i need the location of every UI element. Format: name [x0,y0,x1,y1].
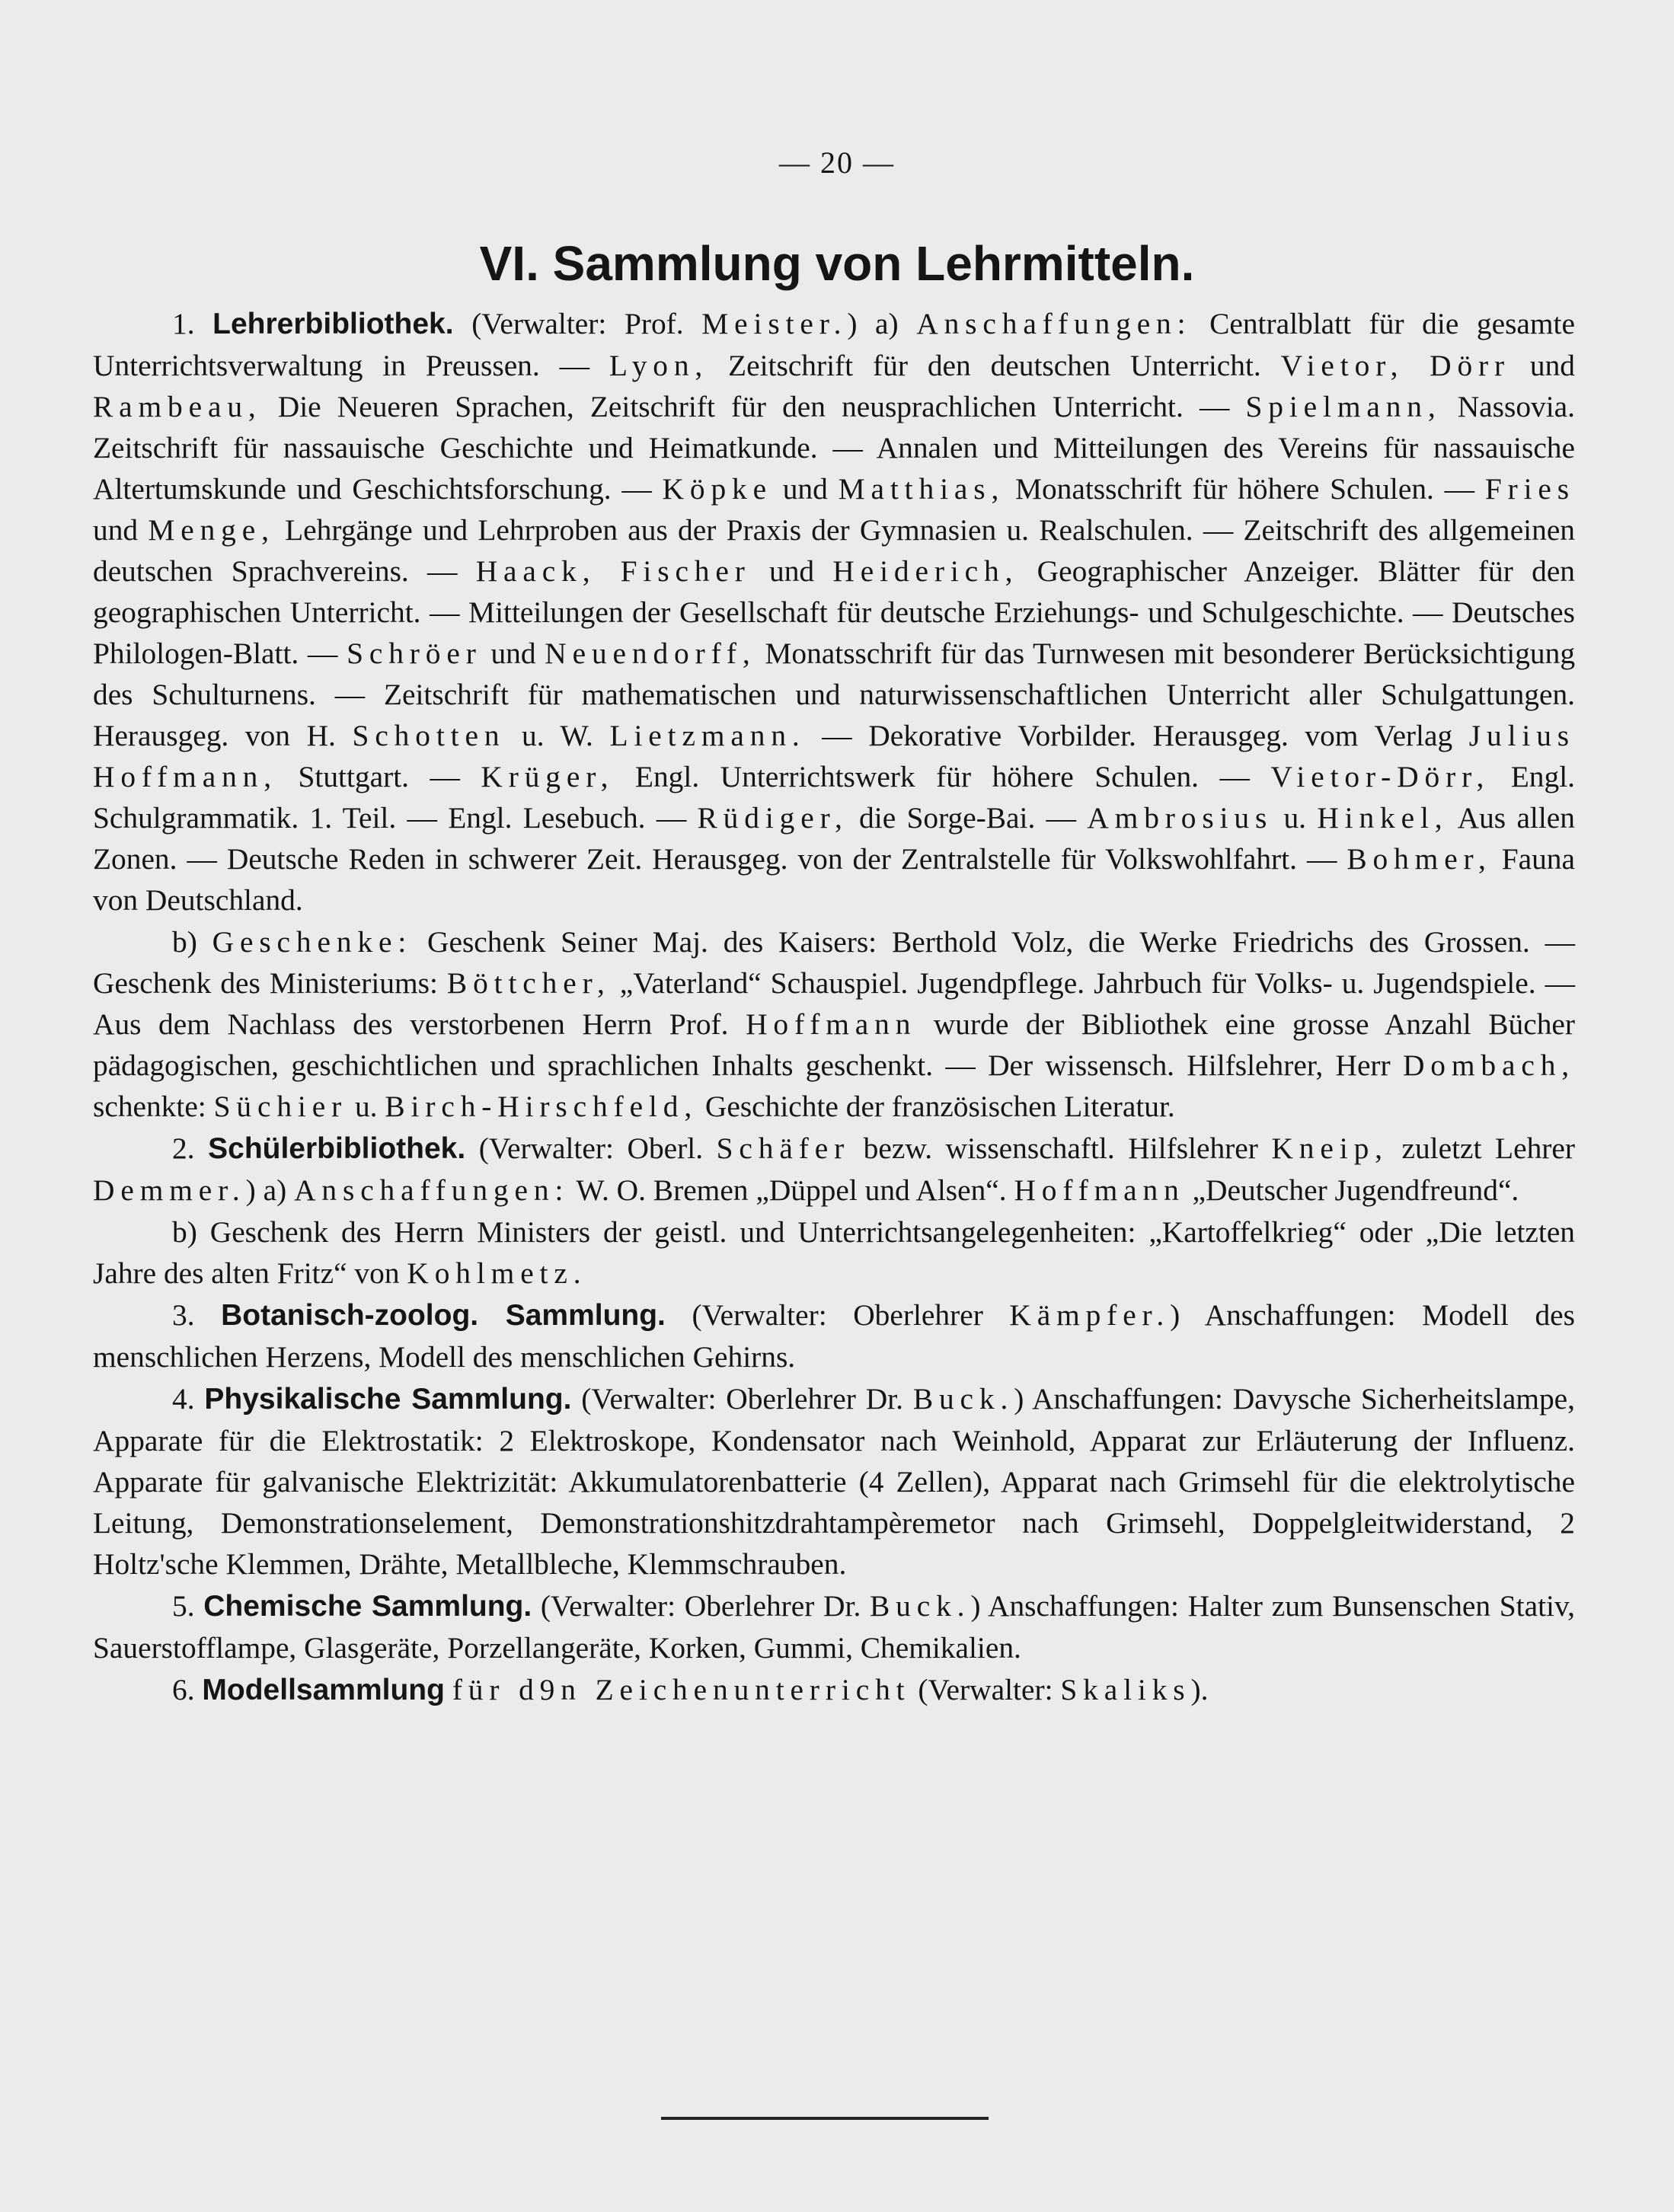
text-run: Lehrgänge und Lehrproben aus der Praxis der Gymnasien u. Realschulen. — Zeitschrift des allgemeinen deutschen Sprachvereins. — [93,513,1576,588]
text-run: Die Neueren Sprachen, Zeitschrift für den neusprachlichen Unterricht. — [261,390,1246,423]
person-name: Buck. [912,1382,1014,1416]
text-run: ) Anschaffungen: Davysche Sicherheitslampe, Apparate für die Elektrostatik: 2 Elektroskope, Kondensator nach Weinhold, Apparat zur Erläuterung der Influenz. Apparate für galvanische Elektrizität: Akkumulatorenbatterie (4 Zellen), Apparat nach Grimsehl für die elektrolytische Leitung, Demonstrationselement, Demonstrationshitzdrahtampèremetor nach Grimsehl, Doppelgleitwiderstand, 2 Holtz'sche Klemmen, Drähte, Metallbleche, Klemmschrauben. [93,1382,1575,1581]
person-name: Birch-Hirschfeld, [385,1090,698,1123]
text-run: ). [1190,1673,1209,1706]
text-run: W. O. Bremen „Düppel und Alsen“. [569,1173,1014,1207]
section-heading: VI. Sammlung von Lehrmitteln. [479,236,1195,291]
text-run: ) Anschaffungen: Halter zum Bunsenschen Stativ, Sauerstofflampe, Glasgeräte, Porzellangeräte, Korken, Gummi, Chemikalien. [93,1589,1575,1665]
text-run: (Verwalter: [910,1673,1061,1706]
person-name: Hinkel, [1317,801,1449,835]
person-name: Süchier [213,1090,348,1123]
person-name: Köpke [662,472,772,506]
text-run: „Deutscher Jugendfreund“. [1184,1173,1519,1207]
paragraph-geschenke [93,921,1575,1127]
text-run: (Verwalter: Oberlehrer Dr. [532,1589,870,1623]
person-name: Julius Hoffmann, [93,719,1576,793]
person-name: Menge, [148,513,275,547]
text-run: bezw. wissenschaftl. Hilfslehrer [850,1132,1272,1165]
person-name: Vietor, Dörr [1280,349,1511,382]
section-title-schuelerbibliothek: Schülerbibliothek. [208,1132,466,1165]
section-title-lehrerbibliothek: Lehrerbibliothek. [212,308,454,340]
person-name: Schröer [347,637,482,670]
label-geschenke: Geschenke: [212,925,413,959]
text-run: u. [1273,801,1318,835]
text-run: ) Anschaffungen: Modell des menschlichen Herzens, Modell des menschlichen Gehirns. [93,1298,1575,1374]
text-run: Geographischer Anzeiger. Blätter für den geographischen Unterricht. — Mitteilungen der Gesellschaft für deutsche Erziehungs- und Schulgeschichte. — Deutsches Philologen-Blatt. — [93,554,1575,670]
section-title-botanisch-zoolog: Botanisch-zoolog. Sammlung. [221,1299,666,1332]
text-run: (Verwalter: Oberlehrer [665,1298,1010,1332]
text-run: ) a) [847,307,917,340]
text-run: zuletzt Lehrer [1388,1132,1575,1165]
paragraph-schuelerbibliothek [93,1128,1575,1211]
person-name: Demmer. [93,1173,246,1207]
text-run: und [772,472,839,506]
person-name: Kämpfer. [1009,1298,1171,1332]
text-run: — Dekorative Vorbilder. Herausgeg. vom Verlag [805,719,1469,752]
text-run: u. [347,1090,385,1123]
person-name: Ambrosius [1087,801,1273,835]
person-name: Kohlmetz. [407,1256,587,1290]
person-name: Hoffmann [746,1007,917,1041]
person-name: Buck. [869,1589,971,1623]
text-run: Fauna von Deutschland. [93,842,1575,917]
person-name: Haack, Fischer [475,554,751,588]
person-name: Spielmann, [1245,390,1442,423]
text-run: Monatsschrift für das Turnwesen mit besonderer Berücksichtigung des Schulturnens. — Zeitschrift für mathematischen und naturwissenschaftlichen Unterricht aller Schulgattungen. Herausgeg. von H. [93,637,1576,752]
person-name: Lyon, [609,349,709,382]
text-run: „Vaterland“ Schauspiel. Jugendpflege. Jahrbuch für Volks- u. Jugendspiele. — Aus dem Nachlass des verstorbenen Herrn Prof. [93,966,1575,1041]
person-name: Schotten [352,719,506,752]
person-name: Heiderich, [832,554,1019,588]
text-run: Geschenk Seiner Maj. des Kaisers: [412,925,892,959]
person-name: Skaliks [1060,1673,1191,1706]
person-name: Vietor-Dörr, [1270,760,1490,793]
spaced-text: für d9n Zeichenunterricht [452,1673,911,1706]
text-run: b) [172,925,212,959]
text-run: Zeitschrift für den deutschen Unterricht. [708,349,1281,382]
text-run: (Verwalter: Prof. [471,307,702,340]
section-title-physikalische: Physikalische Sammlung. [204,1383,572,1416]
paragraph-modellsammlung [93,1669,1575,1711]
text-run: und [1510,349,1575,382]
label-anschaffungen: Anschaffungen: [916,307,1192,340]
person-name: Krüger, [481,760,615,793]
text-run [445,1673,452,1706]
item-number: 2. [172,1132,195,1165]
item-number: 5. [172,1589,195,1623]
item-number: 3. [172,1298,195,1332]
text-run: und [93,513,149,547]
closing-rule [661,2117,989,2120]
person-name: Dombach, [1402,1049,1575,1082]
label-anschaffungen: Anschaffungen: [294,1173,570,1207]
text-run: u. W. [505,719,610,752]
item-number: 6. [172,1673,195,1706]
paragraph-chemische [93,1585,1575,1668]
text-run: b) Geschenk des Herrn Ministers der geistl. und Unterrichtsangelegenheiten: „Kartoffelkrieg“ oder „Die letzten Jahre des alten Fritz“ von [93,1215,1575,1290]
text-run: Geschichte der französischen Literatur. [698,1090,1175,1123]
text-run: Centralblatt für die gesamte Unterrichtsverwaltung in Preussen. — [93,307,1575,382]
text-run: Nassovia. Zeitschrift für nassauische Geschichte und Heimatkunde. — Annalen und Mitteilungen des Vereins für nassauische Altertumskunde und Geschichtsforschung. — [93,390,1575,506]
person-name: Schäfer [716,1132,851,1165]
text-run: und [481,637,545,670]
text-run: wurde der Bibliothek eine grosse Anzahl Bücher pädagogischen, geschichtlichen und sprachlichen Inhalts geschenkt. — Der wissensch. Hilfslehrer, Herr [93,1007,1575,1082]
text-run: Engl. Unterrichtswerk für höhere Schulen. — [614,760,1271,793]
item-number: 4. [172,1382,195,1416]
person-name: Bohmer, [1347,842,1492,876]
paragraph-physikalische [93,1378,1575,1585]
person-name: Berthold Volz, [891,925,1074,959]
text-run: Monatsschrift für höhere Schulen. — [1005,472,1485,506]
paragraph-botanisch-zoolog [93,1294,1575,1377]
page-number: — 20 — [779,145,895,180]
text-run: und [750,554,833,588]
item-number: 1. [172,307,195,340]
text-run: ) a) [245,1173,295,1207]
person-name: Rambeau, [93,390,262,423]
text-run: (Verwalter: Oberl. [465,1132,717,1165]
text-run: Stuttgart. — [276,760,481,793]
document-body [93,303,1575,1712]
text-run: Engl. Schulgrammatik. 1. Teil. — Engl. Lesebuch. — [93,760,1575,835]
person-name: Kneip, [1271,1132,1388,1165]
paragraph-schuelerbibliothek-geschenk [93,1211,1575,1294]
person-name: Fries [1484,472,1575,506]
person-name: Böttcher, [446,966,611,1000]
section-title-chemische: Chemische Sammlung. [203,1590,532,1623]
person-name: Lietzmann. [609,719,806,752]
paragraph-lehrerbibliothek [93,303,1575,921]
section-title-modellsammlung: Modellsammlung [202,1674,445,1706]
person-name: Rüdiger, [697,801,848,835]
text-run: (Verwalter: Oberlehrer Dr. [571,1382,913,1416]
person-name: Matthias, [838,472,1005,506]
person-name: Meister. [701,307,848,340]
text-run: die Werke Friedrichs des Grossen. — Geschenk des Ministeriums: [93,925,1575,1000]
person-name: Hoffmann [1014,1173,1185,1207]
text-run: die Sorge-Bai. — [848,801,1088,835]
text-run: schenkte: [93,1090,214,1123]
person-name: Neuendorff, [545,637,756,670]
text-run: Aus allen Zonen. — Deutsche Reden in schwerer Zeit. Herausgeg. von der Zentralstelle für Volkswohlfahrt. — [93,801,1575,876]
